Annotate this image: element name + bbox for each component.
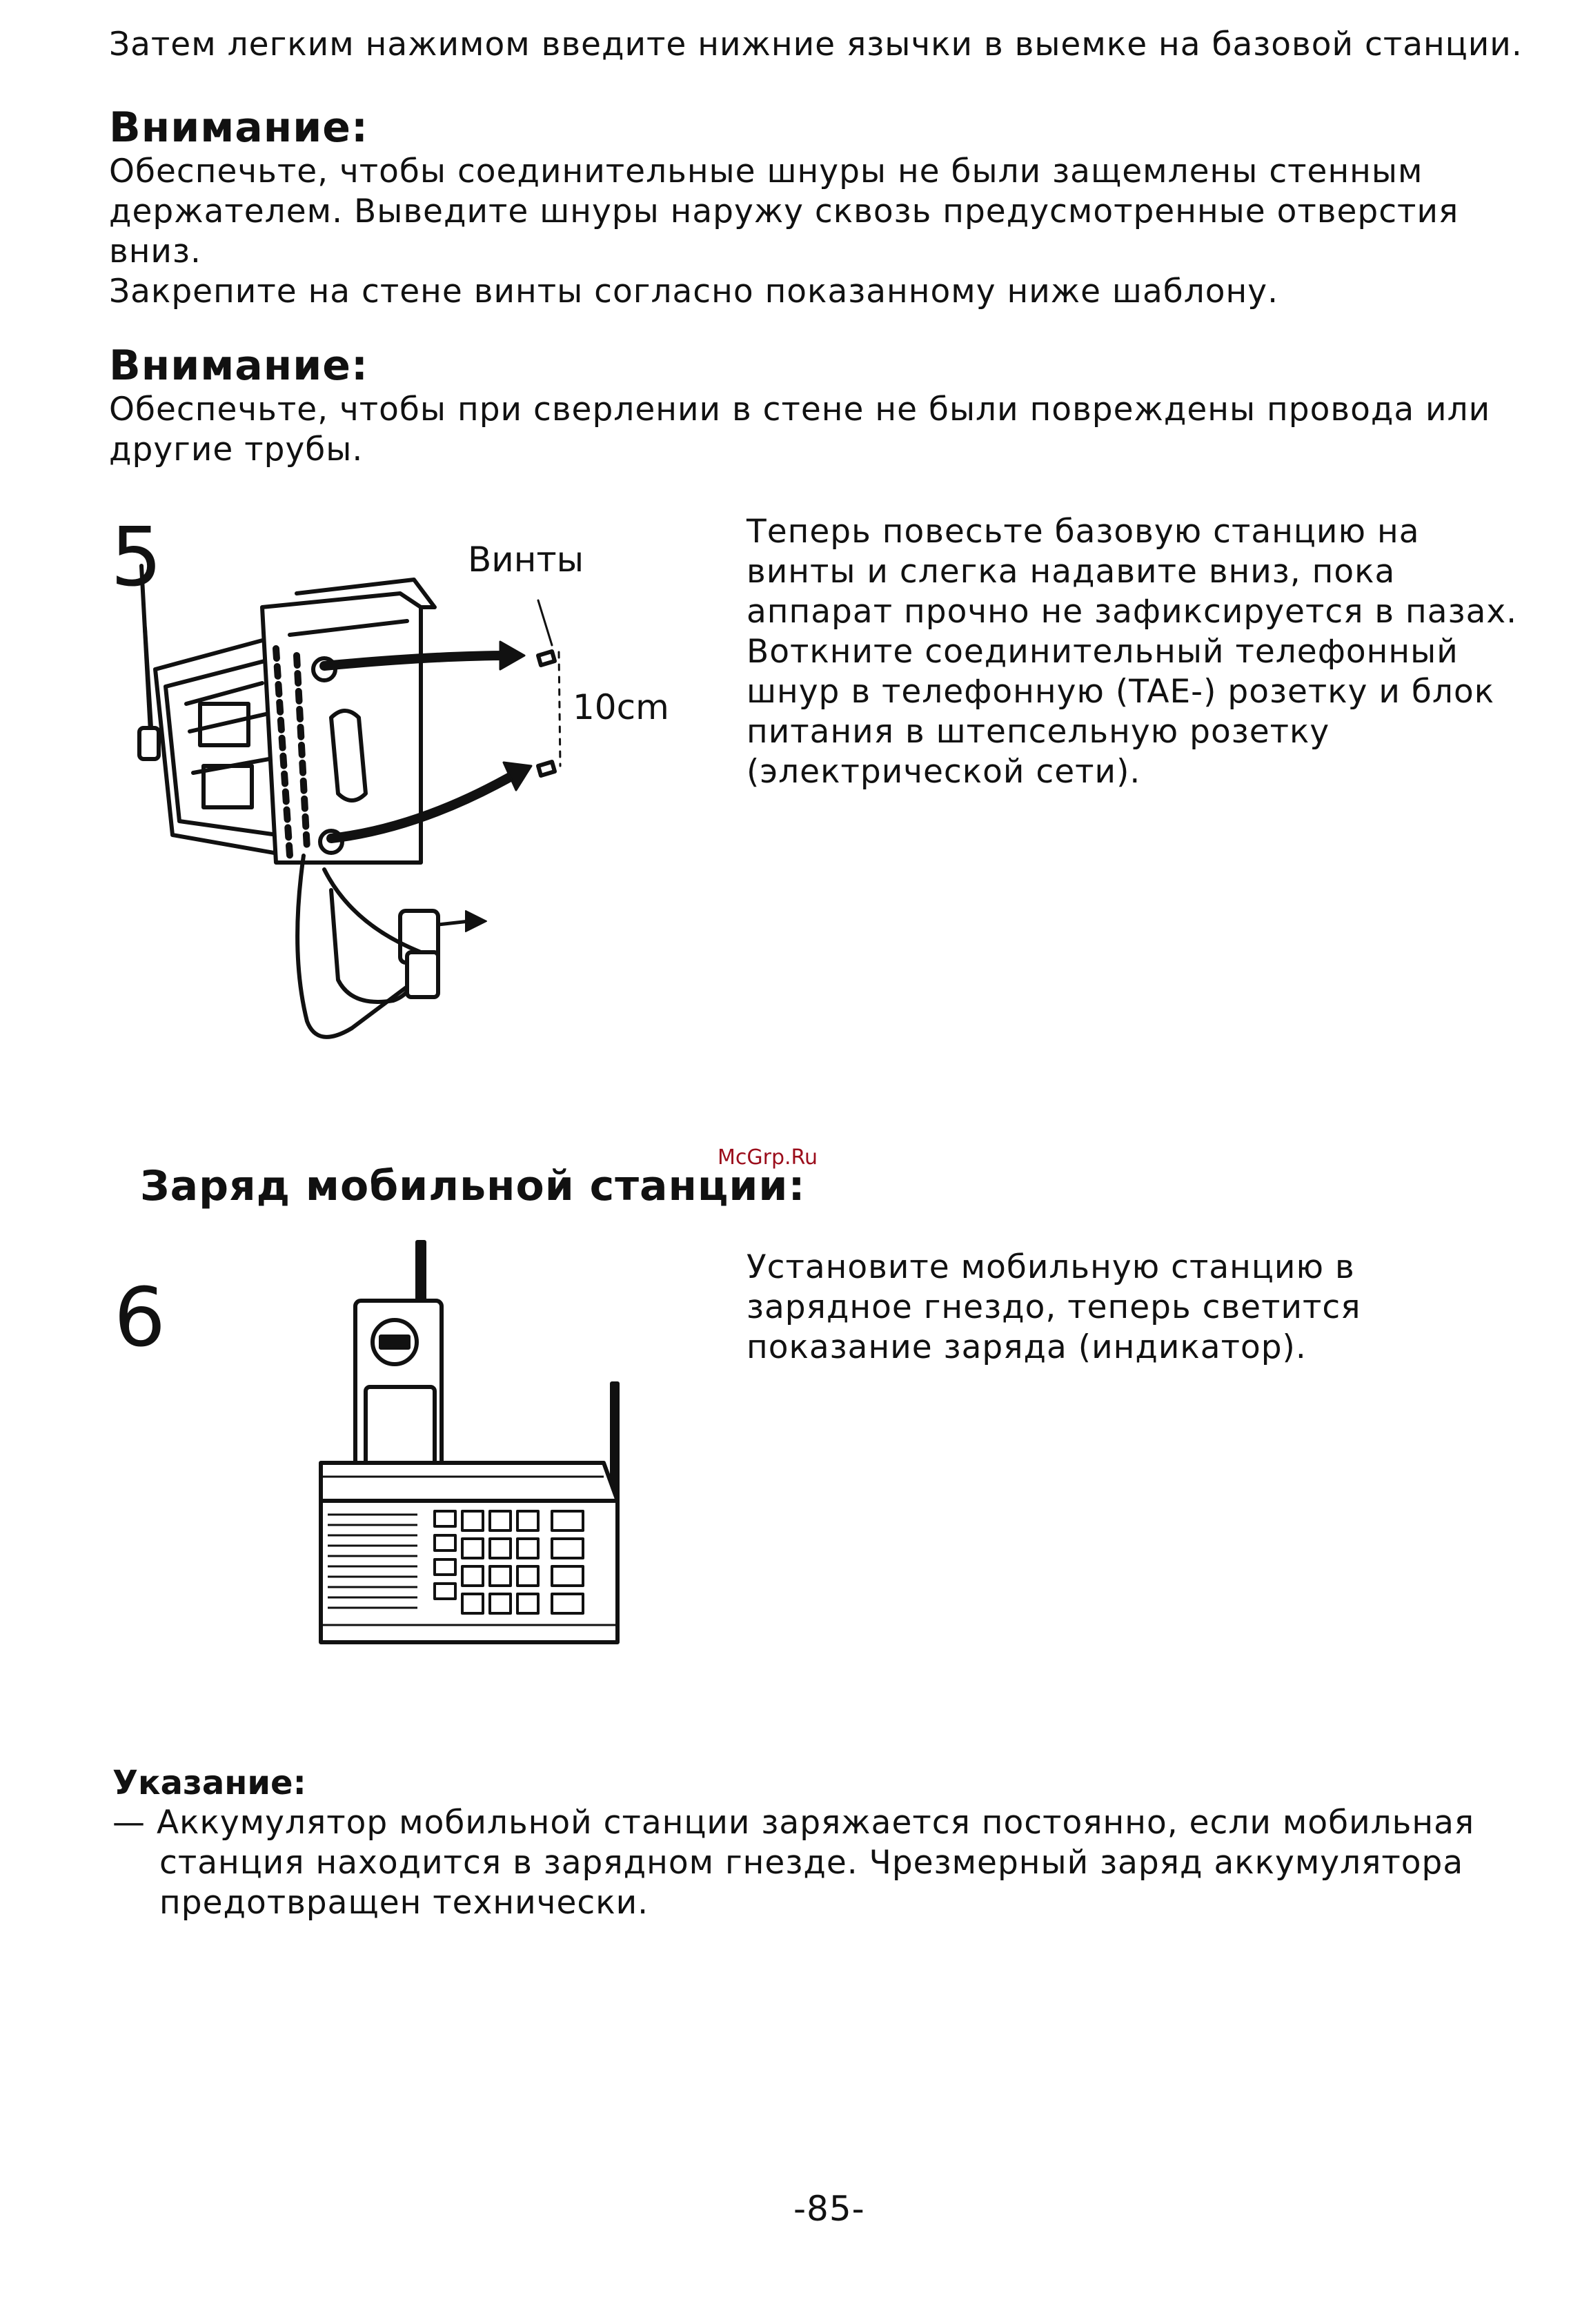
- note-block: [112, 1763, 1474, 1923]
- caution-1-line: Закрепите на стене винты согласно показанному ниже шаблону.: [109, 273, 1279, 311]
- charging-base-illustration: [314, 1242, 645, 1656]
- step-6-line: показание заряда (индикатор).: [747, 1328, 1307, 1366]
- caution-block-1: [109, 104, 1459, 312]
- step-6-number: 6: [114, 1270, 166, 1365]
- step-5-line: аппарат прочно не зафиксируется в пазах.: [747, 593, 1518, 631]
- step-5-line: шнур в телефонную (TAE-) розетку и блок: [747, 673, 1495, 711]
- step-6-text: [747, 1248, 1361, 1368]
- caution-2-title: Внимание:: [109, 342, 368, 390]
- note-line: предотвращен технически.: [159, 1884, 649, 1922]
- caution-1-title: Внимание:: [109, 104, 368, 152]
- note-title: Указание:: [112, 1764, 306, 1802]
- step-5-line: Теперь повесьте базовую станцию на: [747, 513, 1420, 551]
- caution-1-text: [109, 152, 1459, 312]
- note-text: [112, 1803, 1474, 1923]
- wall-mount-illustration: [124, 566, 649, 1049]
- watermark: McGrp.Ru: [718, 1145, 818, 1170]
- caution-2-text: [109, 390, 1490, 470]
- step-5-line: (электрической сети).: [747, 753, 1141, 791]
- step-5-text: [747, 512, 1517, 792]
- note-line: станция находится в зарядном гнезде. Чрезмерный заряд аккумулятора: [159, 1844, 1464, 1882]
- caution-1-line: Обеспечьте, чтобы соединительные шнуры не были защемлены стенным: [109, 152, 1423, 190]
- step-6-line: Установите мобильную станцию в: [747, 1248, 1355, 1286]
- screws-label: Винты: [468, 540, 584, 580]
- caution-1-line: вниз.: [109, 233, 201, 270]
- caution-1-line: держателем. Выведите шнуры наружу сквозь предусмотренные отверстия: [109, 193, 1459, 230]
- step-6-line: зарядное гнездо, теперь светится: [747, 1288, 1361, 1326]
- step-5-line: Воткните соединительный телефонный: [747, 633, 1459, 671]
- caution-2-line: другие трубы.: [109, 431, 364, 469]
- step-5-line: винты и слегка надавите вниз, пока: [747, 553, 1396, 591]
- step-5-number: 5: [110, 509, 163, 604]
- intro-line: [109, 25, 1523, 65]
- distance-label: 10cm: [573, 687, 669, 727]
- note-line: — Аккумулятор мобильной станции заряжается постоянно, если мобильная: [112, 1804, 1475, 1842]
- step-5-line: питания в штепсельную розетку: [747, 713, 1330, 751]
- intro-text: Затем легким нажимом введите нижние язычки в выемке на базовой станции.: [109, 26, 1523, 63]
- caution-block-2: [109, 342, 1490, 470]
- caution-2-line: Обеспечьте, чтобы при сверлении в стене не были повреждены провода или: [109, 391, 1491, 429]
- section-title: Заряд мобильной станции:: [140, 1162, 806, 1210]
- page-number: -85-: [793, 2189, 865, 2229]
